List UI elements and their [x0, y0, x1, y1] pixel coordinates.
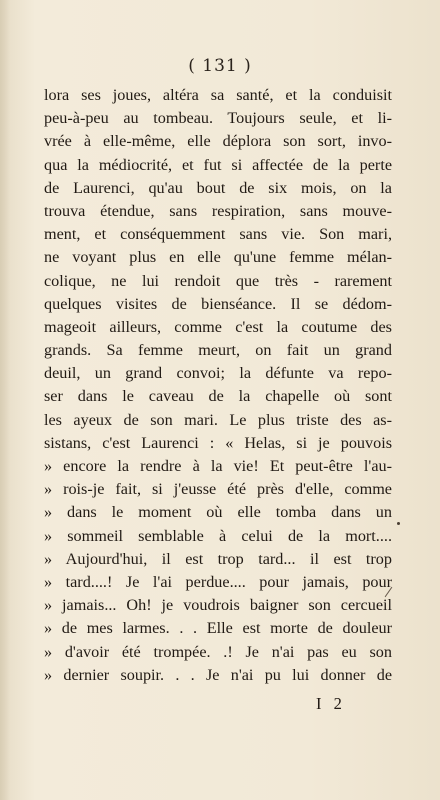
text-line: lora ses joues, altéra sa santé, et la conduisit: [44, 86, 392, 104]
text-line: ne voyant plus en elle qu'une femme mélan-: [44, 248, 392, 267]
text-line: de Laurenci, qu'au bout de six mois, on la: [44, 178, 392, 197]
page-number: ( 131 ): [188, 56, 252, 76]
text-line: les ayeux de son mari. Le plus triste des as-: [44, 410, 392, 429]
text-line: colique, ne lui rendoit que très - rarement: [44, 271, 392, 290]
text-line: » sommeil semblable à celui de la mort....: [44, 526, 392, 545]
text-line: sistans, c'est Laurenci : « Helas, si je pouvois: [44, 433, 392, 452]
text-line: trouva étendue, sans respiration, sans mouve-: [44, 201, 392, 220]
ink-speck: [397, 522, 400, 525]
text-line: » de mes larmes. . . Elle est morte de douleur: [44, 619, 392, 638]
text-line: » jamais... Oh! je voudrois baigner son cercueil: [44, 596, 392, 615]
text-line: deuil, un grand convoi; la défunte va repo-: [44, 364, 392, 383]
text-line: » Aujourd'hui, il est trop tard... il est trop: [44, 549, 392, 568]
text-line: ser dans le caveau de la chapelle où sont: [44, 387, 392, 406]
signature-mark: I 2: [316, 694, 346, 713]
body-text: [44, 84, 392, 687]
text-line: » d'avoir été trompée. .! Je n'ai pas eu son: [44, 642, 392, 661]
text-line: » dernier soupir. . . Je n'ai pu lui donner de: [44, 665, 392, 684]
text-line: vrée à elle-même, elle déplora son sort, invo-: [44, 132, 392, 151]
text-line: mageoit ailleurs, comme c'est la coutume des: [44, 317, 392, 336]
text-line: qua la médiocrité, et fut si affectée de la perte: [44, 155, 392, 174]
text-line: peu-à-peu au tombeau. Toujours seule, et li-: [44, 109, 392, 128]
text-line: ment, et conséquemment sans vie. Son mari,: [44, 225, 392, 244]
text-line: quelques visites de bienséance. Il se dédom-: [44, 294, 392, 313]
page-gutter-shadow: [0, 0, 10, 800]
text-line: » tard....! Je l'ai perdue.... pour jamais, pour: [44, 572, 392, 591]
text-line: » encore la rendre à la vie! Et peut-être l'au-: [44, 457, 392, 475]
text-line: » dans le moment où elle tomba dans un: [44, 503, 392, 522]
text-line: grands. Sa femme meurt, on fait un grand: [44, 341, 392, 360]
text-line: » rois-je fait, si j'eusse été près d'elle, comme: [44, 480, 392, 499]
